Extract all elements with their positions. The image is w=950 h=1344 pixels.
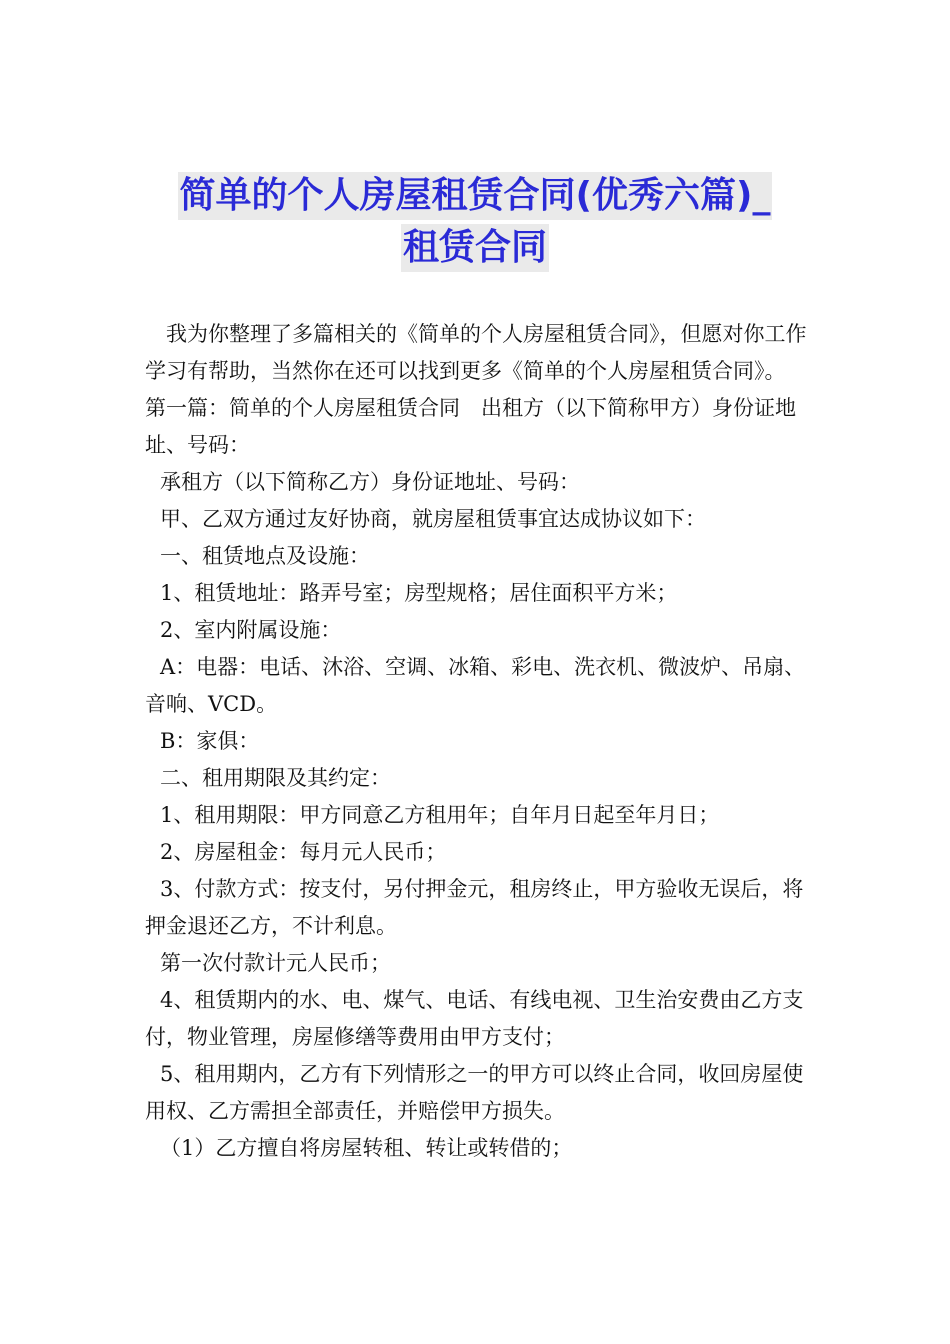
document-title: [0, 172, 950, 276]
clause-first-payment: 第一次付款计元人民币；: [160, 951, 391, 975]
clause-2-2: 2、房屋租金：每月元人民币；: [160, 840, 447, 864]
clause-2-5-1: （1）乙方擅自将房屋转租、转让或转借的；: [160, 1136, 573, 1160]
clause-furniture: B：家俱：: [160, 729, 260, 753]
paragraph-intro: 我为你整理了多篇相关的《简单的个人房屋租赁合同》，但愿对你工作学习有帮助，当然你在还可以找到更多《简单的个人房屋租赁合同》。: [145, 322, 807, 383]
clause-1-1: 1、租赁地址：路弄号室；房型规格；居住面积平方米；: [160, 581, 678, 605]
clause-2-4: 4、租赁期内的水、电、煤气、电话、有线电视、卫生治安费由乙方支付，物业管理，房屋修缮等费用由甲方支付；: [145, 988, 804, 1049]
document-body: [145, 316, 810, 1167]
title-line-1: 简单的个人房屋租赁合同(优秀六篇)_: [178, 172, 773, 220]
clause-1-2: 2、室内附属设施：: [160, 618, 342, 642]
section-heading-2: 二、租用期限及其约定：: [160, 766, 391, 790]
clause-2-5: 5、租用期内，乙方有下列情形之一的甲方可以终止合同，收回房屋使用权、乙方需担全部责任，并赔偿甲方损失。: [145, 1062, 804, 1123]
clause-appliances: A：电器：电话、沐浴、空调、冰箱、彩电、洗衣机、微波炉、吊扇、音响、VCD。: [145, 655, 806, 716]
section-heading-1: 一、租赁地点及设施：: [160, 544, 370, 568]
title-line-2: 租赁合同: [401, 224, 549, 272]
paragraph-tenant: 承租方（以下简称乙方）身份证地址、号码：: [160, 470, 580, 494]
paragraph-agreement: 甲、乙双方通过友好协商，就房屋租赁事宜达成协议如下：: [160, 507, 706, 531]
clause-2-3: 3、付款方式：按支付，另付押金元，租房终止，甲方验收无误后，将押金退还乙方，不计利息。: [145, 877, 804, 938]
paragraph-first-article: 第一篇：简单的个人房屋租赁合同 出租方（以下简称甲方）身份证地址、号码：: [145, 396, 796, 457]
clause-2-1: 1、租用期限：甲方同意乙方租用年；自年月日起至年月日；: [160, 803, 720, 827]
